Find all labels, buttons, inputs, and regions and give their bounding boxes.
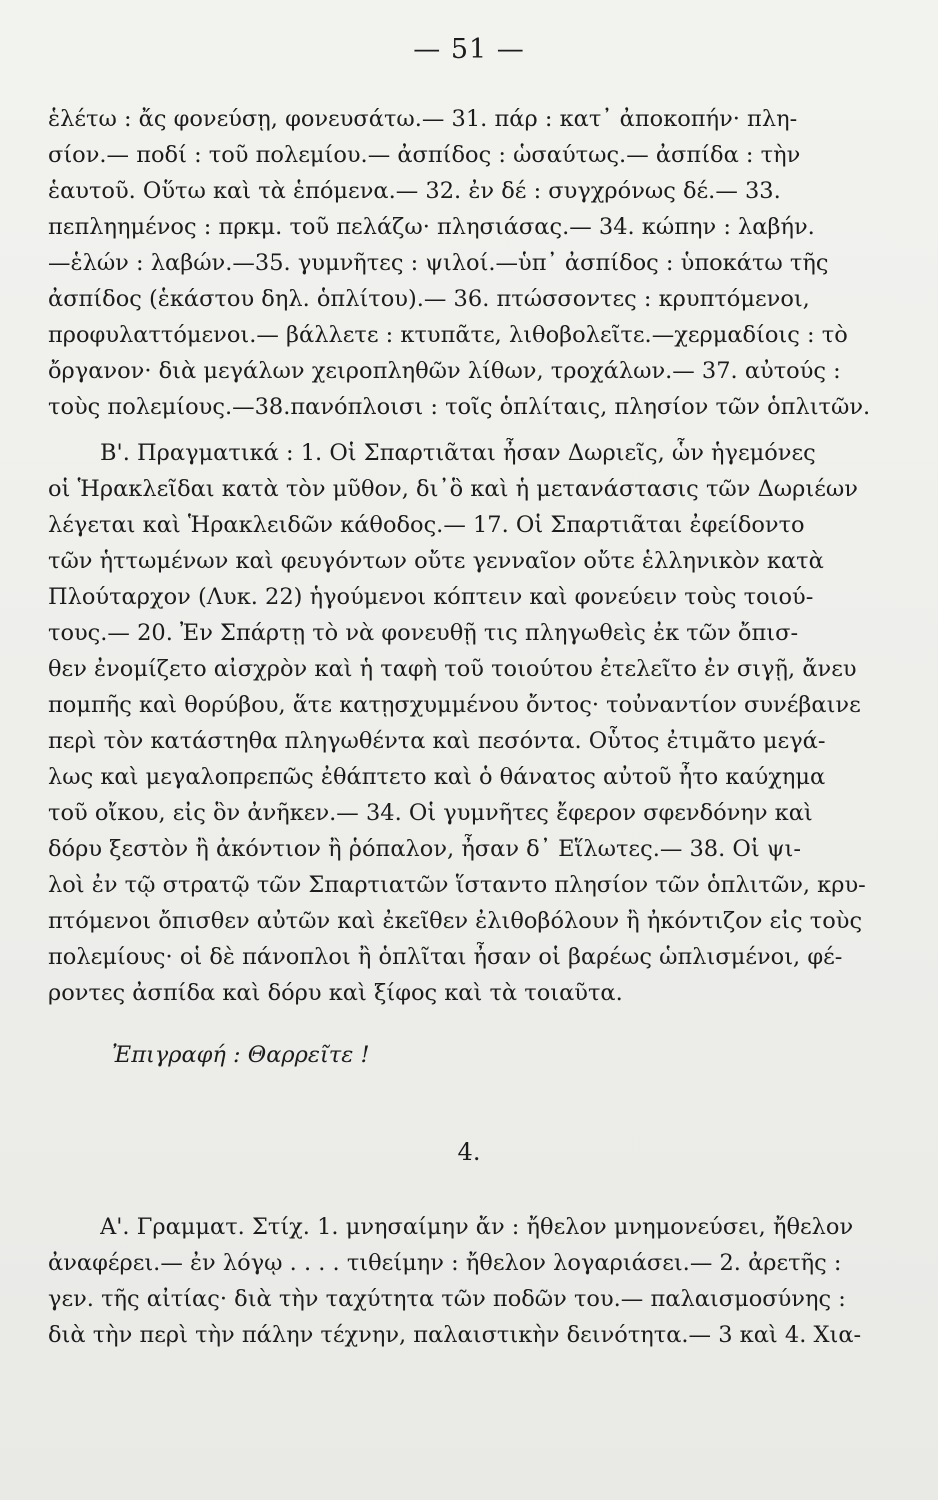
text-line: προφυλαττόμενοι.— βάλλετε : κτυπᾶτε, λιθοβολεῖτε.—χερμαδίοις : τὸ xyxy=(48,322,848,348)
epigraph: Ἐπιγραφή : Θαρρεῖτε ! xyxy=(112,1042,370,1068)
text-line: ἑλέτω : ἄς φονεύσῃ, φονευσάτω.— 31. πάρ : κατ᾽ ἀποκοπήν· πλη- xyxy=(48,106,798,132)
text-line: θεν ἐνομίζετο αἰσχρὸν καὶ ἡ ταφὴ τοῦ τοιούτου ἐτελεῖτο ἐν σιγῇ, ἄνευ xyxy=(48,656,857,682)
text-line: τῶν ἡττωμένων καὶ φευγόντων οὔτε γενναῖον οὔτε ἑλληνικὸν κατὰ xyxy=(48,548,824,574)
text-line: λέγεται καὶ Ἡρακλειδῶν κάθοδος.— 17. Οἱ Σπαρτιᾶται ἐφείδοντο xyxy=(48,512,805,538)
text-line: τοὺς πολεμίους.—38.πανόπλοισι : τοῖς ὁπλίταις, πλησίον τῶν ὁπλιτῶν. xyxy=(48,394,871,420)
text-line: —ἑλών : λαβών.—35. γυμνῆτες : ψιλοί.—ὑπ᾽ ἀσπίδος : ὑποκάτω τῆς xyxy=(48,250,829,276)
text-line: πολεμίους· οἱ δὲ πάνοπλοι ἢ ὁπλῖται ἦσαν οἱ βαρέως ὡπλισμένοι, φέ- xyxy=(48,944,843,970)
section-text-line: ἀναφέρει.— ἐν λόγῳ . . . . τιθείμην : ἤθελον λογαριάσει.— 2. ἀρετῆς : xyxy=(48,1250,842,1276)
page-number: — 51 — xyxy=(413,34,525,65)
text-line: οἱ Ἡρακλεῖδαι κατὰ τὸν μῦθον, δι᾽ὃ καὶ ἡ μετανάστασις τῶν Δωριέων xyxy=(48,476,858,502)
text-line: λοὶ ἐν τῷ στρατῷ τῶν Σπαρτιατῶν ἵσταντο πλησίον τῶν ὁπλιτῶν, κρυ- xyxy=(48,872,866,898)
text-line: λως καὶ μεγαλοπρεπῶς ἐθάπτετο καὶ ὁ θάνατος αὐτοῦ ἦτο καύχημα xyxy=(48,764,826,790)
section-text-line: διὰ τὴν περὶ τὴν πάλην τέχνην, παλαιστικὴν δεινότητα.— 3 καὶ 4. Χια- xyxy=(48,1322,862,1348)
section-text-line: γεν. τῆς αἰτίας· διὰ τὴν ταχύτητα τῶν ποδῶν του.— παλαισμοσύνης : xyxy=(48,1286,846,1312)
section-text-line: Α'. Γραμματ. Στίχ. 1. μνησαίμην ἄν : ἤθελον μνημονεύσει, ἤθελον xyxy=(100,1214,854,1240)
text-line: περὶ τὸν κατάστηθα πληγωθέντα καὶ πεσόντα. Οὗτος ἐτιμᾶτο μεγά- xyxy=(48,728,826,754)
text-line: ἑαυτοῦ. Οὕτω καὶ τὰ ἑπόμενα.— 32. ἐν δέ : συγχρόνως δέ.— 33. xyxy=(48,178,781,204)
text-line: ἀσπίδος (ἑκάστου δηλ. ὁπλίτου).— 36. πτώσσοντες : κρυπτόμενοι, xyxy=(48,286,810,312)
text-line: πεπληημένος : πρκμ. τοῦ πελάζω· πλησιάσας.— 34. κώπην : λαβήν. xyxy=(48,214,815,240)
text-line: πομπῆς καὶ θορύβου, ἅτε κατῃσχυμμένου ὄντος· τοὐναντίον συνέβαινε xyxy=(48,692,861,718)
text-line: δόρυ ξεστὸν ἢ ἀκόντιον ἢ ῥόπαλον, ἦσαν δ᾽ Εἵλωτες.— 38. Οἱ ψι- xyxy=(48,836,801,862)
text-line: τοῦ οἴκου, εἰς ὃν ἀνῆκεν.— 34. Οἱ γυμνῆτες ἔφερον σφενδόνην καὶ xyxy=(48,800,813,826)
text-line: ὄργανον· διὰ μεγάλων χειροπληθῶν λίθων, τροχάλων.— 37. αὐτούς : xyxy=(48,358,841,384)
text-line: ροντες ἀσπίδα καὶ δόρυ καὶ ξίφος καὶ τὰ τοιαῦτα. xyxy=(48,980,623,1006)
text-line: σίον.— ποδί : τοῦ πολεμίου.— ἀσπίδος : ὡσαύτως.— ἀσπίδα : τὴν xyxy=(48,142,801,168)
section-number: 4. xyxy=(457,1138,481,1166)
text-line: πτόμενοι ὄπισθεν αὐτῶν καὶ ἐκεῖθεν ἐλιθοβόλουν ἢ ἠκόντιζον εἰς τοὺς xyxy=(48,908,863,934)
text-line: Β'. Πραγματικά : 1. Οἱ Σπαρτιᾶται ἦσαν Δωριεῖς, ὧν ἡγεμόνες xyxy=(100,440,816,466)
text-line: τους.— 20. Ἐν Σπάρτῃ τὸ νὰ φονευθῇ τις πληγωθεὶς ἐκ τῶν ὄπισ- xyxy=(48,620,799,646)
text-line: Πλούταρχον (Λυκ. 22) ἡγούμενοι κόπτειν καὶ φονεύειν τοὺς τοιού- xyxy=(48,584,814,610)
